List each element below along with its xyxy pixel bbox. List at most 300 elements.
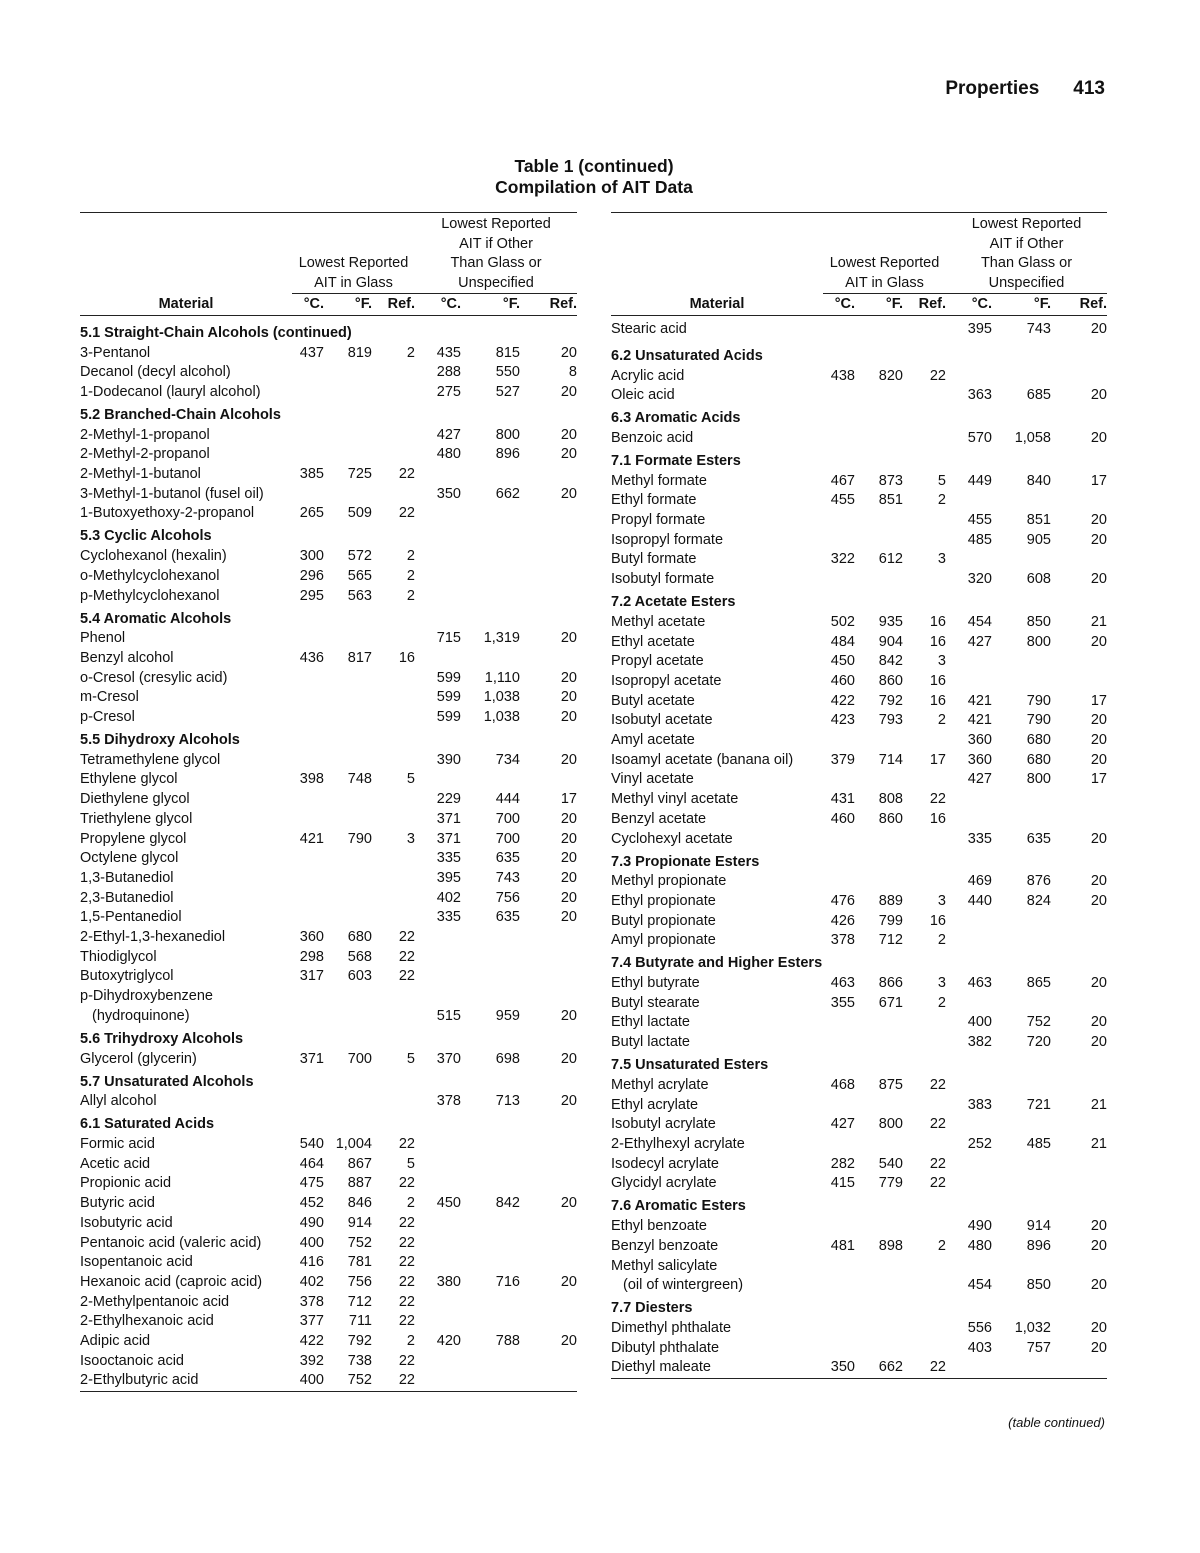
table-row xyxy=(80,928,577,948)
glass-f-cell: 800 xyxy=(878,1116,903,1133)
glass-ref-cell: 2 xyxy=(937,932,946,949)
other-ref-cell: 20 xyxy=(1090,892,1107,909)
material-cell: Ethyl acetate xyxy=(611,633,695,650)
glass-c-cell xyxy=(292,445,324,465)
table-row xyxy=(80,770,577,790)
other-ref-cell: 20 xyxy=(1090,1339,1107,1356)
glass-c-cell xyxy=(292,485,324,505)
material-cell: Benzyl acetate xyxy=(611,810,707,827)
glass-ref-cell: 2 xyxy=(937,994,946,1011)
glass-f-cell: 662 xyxy=(878,1359,903,1376)
section-heading: 5.2 Branched-Chain Alcohols xyxy=(80,406,281,423)
section-heading: 7.4 Butyrate and Higher Esters xyxy=(611,955,823,972)
other-c-cell: 427 xyxy=(967,633,992,650)
glass-ref-cell xyxy=(372,669,415,689)
glass-ref-cell: 22 xyxy=(398,968,415,985)
other-ref-cell: 20 xyxy=(560,1333,577,1350)
section-heading: 7.7 Diesters xyxy=(611,1300,693,1317)
other-c-cell xyxy=(415,1214,461,1234)
glass-ref-cell: 22 xyxy=(398,1136,415,1152)
other-c-cell xyxy=(415,1234,461,1254)
other-c-cell xyxy=(946,1174,992,1194)
material-cell: Methyl propionate xyxy=(611,873,727,890)
running-head xyxy=(945,78,1105,100)
table-row xyxy=(80,1312,577,1332)
other-f-cell: 721 xyxy=(1026,1096,1051,1113)
other-ref-cell xyxy=(1051,367,1107,387)
table-row xyxy=(80,426,577,446)
glass-ref-cell: 16 xyxy=(929,633,946,650)
glass-c-cell xyxy=(292,1092,324,1112)
table-row xyxy=(80,587,577,607)
other-ref-cell: 20 xyxy=(560,383,577,400)
glass-c-cell: 282 xyxy=(830,1155,855,1172)
table-row xyxy=(80,383,577,403)
glass-ref-cell xyxy=(372,889,415,909)
other-f-cell xyxy=(461,1253,520,1273)
glass-c-cell xyxy=(823,1257,855,1277)
table-title: Table 1 (continued) xyxy=(514,156,674,176)
glass-f-cell: 603 xyxy=(347,968,372,985)
other-ref-cell: 20 xyxy=(1090,732,1107,749)
glass-ref-cell: 2 xyxy=(406,1333,415,1350)
glass-ref-cell: 3 xyxy=(937,653,946,670)
glass-c-cell xyxy=(823,1319,855,1339)
other-c-header: °C. xyxy=(415,294,461,316)
material-cell: o-Cresol (cresylic acid) xyxy=(80,669,228,686)
other-ref-cell: 20 xyxy=(560,1195,577,1212)
table-row xyxy=(611,810,1107,830)
material-cell: Ethyl acrylate xyxy=(611,1096,699,1113)
other-f-cell: 698 xyxy=(495,1050,520,1067)
glass-ref-cell: 22 xyxy=(398,929,415,946)
glass-f-cell xyxy=(855,386,903,406)
glass-c-cell xyxy=(823,531,855,551)
other-ref-cell xyxy=(520,465,577,485)
table-row xyxy=(80,485,577,505)
section-heading-row xyxy=(611,1296,1107,1319)
other-ref-cell xyxy=(520,1312,577,1332)
glass-ref-cell: 22 xyxy=(398,948,415,965)
other-f-cell: 800 xyxy=(1026,633,1051,650)
other-f-cell xyxy=(461,1234,520,1254)
glass-f-cell: 738 xyxy=(347,1352,372,1369)
glass-f-cell xyxy=(855,1276,903,1296)
glass-c-cell: 438 xyxy=(830,367,855,384)
material-cell: Octylene glycol xyxy=(80,850,179,867)
table-row xyxy=(80,708,577,728)
table-row xyxy=(611,1135,1107,1155)
glass-f-cell: 540 xyxy=(878,1155,903,1172)
glass-c-cell: 437 xyxy=(299,344,324,361)
glass-c-cell xyxy=(292,426,324,446)
other-c-cell xyxy=(415,547,461,567)
glass-ref-cell: 22 xyxy=(398,1214,415,1231)
other-c-cell: 427 xyxy=(967,771,992,788)
section-heading: 6.1 Saturated Acids xyxy=(80,1116,215,1133)
glass-c-header: °C. xyxy=(823,294,855,316)
glass-ref-cell: 5 xyxy=(406,1155,415,1172)
other-ref-cell xyxy=(1051,931,1107,951)
material-cell: Ethyl lactate xyxy=(611,1014,690,1031)
material-cell: 2-Ethylhexanoic acid xyxy=(80,1313,214,1330)
other-c-cell xyxy=(415,928,461,948)
other-f-cell xyxy=(461,1135,520,1155)
other-c-cell xyxy=(415,967,461,987)
other-f-cell xyxy=(461,770,520,790)
glass-c-cell xyxy=(823,731,855,751)
other-c-cell: 599 xyxy=(436,689,461,706)
glass-c-cell: 416 xyxy=(299,1254,324,1271)
table-row xyxy=(611,570,1107,590)
other-c-cell: 449 xyxy=(967,472,992,489)
other-f-cell xyxy=(461,1155,520,1175)
glass-c-cell xyxy=(292,669,324,689)
material-cell: Cyclohexyl acetate xyxy=(611,830,733,847)
other-ref-cell: 20 xyxy=(1090,873,1107,890)
glass-f-cell xyxy=(855,1319,903,1339)
material-cell: 2,3-Butanediol xyxy=(80,889,174,906)
other-f-cell: 635 xyxy=(495,850,520,867)
table-row xyxy=(80,567,577,587)
table-row xyxy=(80,344,577,364)
other-c-cell: 320 xyxy=(967,571,992,588)
other-ref-cell: 21 xyxy=(1090,1096,1107,1113)
other-c-cell xyxy=(946,931,992,951)
section-heading: 6.3 Aromatic Acids xyxy=(611,410,741,427)
other-c-cell: 370 xyxy=(436,1050,461,1067)
material-cell: Allyl alcohol xyxy=(80,1093,157,1110)
other-c-cell: 450 xyxy=(436,1195,461,1212)
glass-ref-cell: 22 xyxy=(929,1116,946,1133)
glass-ref-cell: 2 xyxy=(406,548,415,565)
glass-c-cell: 423 xyxy=(830,712,855,729)
table-row xyxy=(611,550,1107,570)
other-c-cell: 360 xyxy=(967,751,992,768)
section-heading: 7.6 Aromatic Esters xyxy=(611,1198,746,1215)
glass-ref-cell xyxy=(903,429,946,449)
material-cell: Butyl lactate xyxy=(611,1034,690,1051)
table-row xyxy=(611,872,1107,892)
other-c-cell: 421 xyxy=(967,692,992,709)
glass-ref-cell: 3 xyxy=(406,830,415,847)
other-f-cell xyxy=(461,967,520,987)
glass-f-cell: 898 xyxy=(878,1237,903,1254)
glass-f-cell: 860 xyxy=(878,810,903,827)
other-c-cell xyxy=(415,1352,461,1372)
glass-c-cell: 476 xyxy=(830,892,855,909)
other-c-cell: 363 xyxy=(967,387,992,404)
glass-c-cell: 298 xyxy=(299,948,324,965)
other-f-cell xyxy=(992,810,1051,830)
glass-ref-cell: 22 xyxy=(929,1076,946,1093)
section-heading-row xyxy=(611,449,1107,472)
section-heading-row xyxy=(611,1194,1107,1217)
glass-ref-cell: 17 xyxy=(929,751,946,768)
other-ref-cell xyxy=(1051,1257,1107,1277)
material-cell: 2-Ethyl-1,3-hexanediol xyxy=(80,929,226,946)
glass-f-cell xyxy=(324,790,372,810)
other-f-cell xyxy=(461,504,520,524)
glass-c-cell xyxy=(292,849,324,869)
section-heading-row xyxy=(80,1112,577,1135)
glass-ref-cell xyxy=(903,1013,946,1033)
glass-f-cell: 568 xyxy=(347,948,372,965)
other-ref-cell xyxy=(520,504,577,524)
material-cell: Acetic acid xyxy=(80,1155,151,1172)
other-f-cell: 1,032 xyxy=(1014,1319,1051,1336)
material-cell: Methyl salicylate xyxy=(611,1257,718,1274)
other-c-cell: 463 xyxy=(967,975,992,992)
glass-c-cell: 296 xyxy=(299,567,324,584)
other-f-cell: 851 xyxy=(1026,512,1051,529)
other-f-cell: 635 xyxy=(1026,830,1051,847)
table-row xyxy=(80,1234,577,1254)
glass-header-line2: AIT in Glass xyxy=(292,274,415,294)
material-cell: Isobutyl acetate xyxy=(611,712,713,729)
other-header-line2: AIT if Other xyxy=(459,235,533,252)
material-cell: m-Cresol xyxy=(80,689,139,706)
other-ref-cell xyxy=(1051,810,1107,830)
table-row xyxy=(80,810,577,830)
other-ref-cell: 20 xyxy=(1090,1319,1107,1336)
other-f-cell xyxy=(992,491,1051,511)
ait-table-left xyxy=(80,212,577,1412)
other-c-cell: 371 xyxy=(436,830,461,847)
other-header-line1: Lowest Reported xyxy=(441,216,551,232)
other-ref-cell: 20 xyxy=(1090,1277,1107,1294)
other-c-cell xyxy=(415,1371,461,1391)
material-cell: 1,3-Butanediol xyxy=(80,869,174,886)
glass-ref-cell: 3 xyxy=(937,975,946,992)
material-cell: Butyric acid xyxy=(80,1195,155,1212)
other-f-cell: 1,110 xyxy=(484,669,520,686)
material-cell: Butyl acetate xyxy=(611,692,695,709)
other-c-cell: 420 xyxy=(436,1333,461,1350)
other-c-cell xyxy=(415,1312,461,1332)
glass-f-cell: 700 xyxy=(347,1050,372,1067)
other-ref-cell xyxy=(520,1253,577,1273)
material-cell: o-Methylcyclohexanol xyxy=(80,567,220,584)
material-cell: Butyl propionate xyxy=(611,912,716,929)
glass-ref-cell xyxy=(903,872,946,892)
glass-c-cell: 371 xyxy=(299,1050,324,1067)
glass-ref-cell: 22 xyxy=(398,1254,415,1271)
table-row xyxy=(611,1033,1107,1053)
glass-c-cell xyxy=(292,790,324,810)
glass-c-cell: 378 xyxy=(830,932,855,949)
ait-table-right xyxy=(611,212,1107,1399)
material-cell: Propionic acid xyxy=(80,1175,172,1192)
table-row xyxy=(80,849,577,869)
other-ref-cell xyxy=(1051,1076,1107,1096)
other-f-header: °F. xyxy=(992,294,1051,316)
glass-c-cell xyxy=(292,810,324,830)
material-cell: 2-Ethylhexyl acrylate xyxy=(611,1136,745,1152)
glass-ref-cell xyxy=(372,987,415,1007)
glass-c-cell: 350 xyxy=(830,1359,855,1376)
glass-ref-cell: 22 xyxy=(398,1352,415,1369)
other-ref-cell: 20 xyxy=(1090,571,1107,588)
material-cell: Propylene glycol xyxy=(80,830,187,847)
glass-ref-cell: 16 xyxy=(929,613,946,630)
material-cell: Butyl formate xyxy=(611,551,697,568)
glass-f-cell xyxy=(855,1033,903,1053)
other-f-cell: 680 xyxy=(1026,751,1051,768)
glass-f-cell: 790 xyxy=(347,830,372,847)
other-f-cell: 1,038 xyxy=(483,689,520,706)
running-head-section: Properties xyxy=(945,78,1040,99)
other-f-cell: 756 xyxy=(495,889,520,906)
glass-ref-cell xyxy=(903,1135,946,1155)
other-f-cell xyxy=(992,672,1051,692)
glass-c-cell xyxy=(292,869,324,889)
section-heading-row xyxy=(611,1053,1107,1076)
other-ref-cell: 20 xyxy=(560,1007,577,1024)
section-heading: 5.5 Dihydroxy Alcohols xyxy=(80,732,240,749)
glass-ref-cell xyxy=(372,1007,415,1027)
other-f-cell: 608 xyxy=(1026,571,1051,588)
other-header-line1: Lowest Reported xyxy=(971,216,1082,232)
glass-c-cell xyxy=(292,908,324,928)
material-cell: Formic acid xyxy=(80,1136,155,1152)
other-f-cell: 550 xyxy=(495,364,520,381)
material-cell: Cyclohexanol (hexalin) xyxy=(80,548,227,565)
other-c-cell: 485 xyxy=(967,531,992,548)
glass-f-cell: 725 xyxy=(347,466,372,483)
material-cell: Diethyl maleate xyxy=(611,1359,711,1376)
other-ref-cell xyxy=(1051,652,1107,672)
glass-c-cell: 436 xyxy=(299,649,324,666)
glass-ref-cell: 22 xyxy=(398,466,415,483)
other-c-cell: 335 xyxy=(967,830,992,847)
other-c-cell: 335 xyxy=(436,909,461,926)
material-cell: 1-Dodecanol (lauryl alcohol) xyxy=(80,383,261,400)
glass-c-cell: 385 xyxy=(299,466,324,483)
other-c-cell: 570 xyxy=(967,429,992,446)
glass-ref-cell xyxy=(903,570,946,590)
table-row xyxy=(611,367,1107,387)
other-f-cell: 815 xyxy=(495,344,520,361)
table-row xyxy=(611,1174,1107,1194)
section-heading-row xyxy=(611,406,1107,429)
glass-c-cell: 402 xyxy=(299,1273,324,1290)
material-cell: 2-Ethylbutyric acid xyxy=(80,1372,199,1389)
other-c-cell xyxy=(415,649,461,669)
section-heading-row xyxy=(80,728,577,751)
glass-f-cell: 799 xyxy=(878,912,903,929)
material-cell: Stearic acid xyxy=(611,320,687,337)
section-heading-row xyxy=(80,524,577,547)
material-cell: Isobutyl acrylate xyxy=(611,1116,716,1133)
other-ref-cell xyxy=(520,1352,577,1372)
glass-f-cell xyxy=(324,688,372,708)
other-c-cell xyxy=(946,491,992,511)
glass-ref-cell xyxy=(903,1339,946,1359)
other-ref-cell xyxy=(520,1214,577,1234)
table-row xyxy=(611,1276,1107,1296)
other-c-cell: 435 xyxy=(436,344,461,361)
glass-ref-cell xyxy=(372,688,415,708)
other-f-cell xyxy=(992,1076,1051,1096)
other-header-line3: Than Glass or xyxy=(980,255,1073,271)
glass-c-cell xyxy=(823,1135,855,1155)
glass-ref-cell: 2 xyxy=(937,712,946,729)
other-c-cell xyxy=(415,587,461,607)
other-f-cell xyxy=(461,928,520,948)
other-f-cell xyxy=(461,547,520,567)
table-row xyxy=(80,1007,577,1027)
glass-f-cell xyxy=(324,810,372,830)
glass-ref-cell xyxy=(372,849,415,869)
table-header xyxy=(611,213,1107,316)
material-cell: Adipic acid xyxy=(80,1333,151,1350)
glass-ref-cell xyxy=(903,1217,946,1237)
table-row xyxy=(611,1257,1107,1277)
other-f-cell: 959 xyxy=(495,1007,520,1024)
glass-c-cell xyxy=(823,1276,855,1296)
other-f-cell xyxy=(992,912,1051,932)
other-f-cell xyxy=(461,948,520,968)
other-ref-cell: 20 xyxy=(1090,1034,1107,1051)
glass-f-cell: 680 xyxy=(347,929,372,946)
other-c-cell xyxy=(415,1135,461,1155)
glass-f-cell: 819 xyxy=(347,344,372,361)
glass-c-cell: 355 xyxy=(830,994,855,1011)
material-cell: Dimethyl phthalate xyxy=(611,1319,732,1336)
other-f-cell: 842 xyxy=(495,1195,520,1212)
other-ref-cell xyxy=(520,1371,577,1391)
other-ref-cell xyxy=(520,967,577,987)
glass-f-header: °F. xyxy=(855,294,903,316)
table-row xyxy=(611,491,1107,511)
other-ref-cell xyxy=(520,649,577,669)
glass-ref-cell xyxy=(372,485,415,505)
other-c-cell xyxy=(415,987,461,1007)
other-c-cell xyxy=(946,367,992,387)
table-row xyxy=(611,912,1107,932)
material-cell: Pentanoic acid (valeric acid) xyxy=(80,1234,262,1251)
glass-c-cell: 422 xyxy=(830,692,855,709)
glass-f-cell xyxy=(855,531,903,551)
table-row xyxy=(80,1194,577,1214)
table-row xyxy=(611,1358,1107,1378)
other-ref-cell: 20 xyxy=(560,446,577,463)
table-row xyxy=(611,790,1107,810)
other-c-cell: 380 xyxy=(436,1273,461,1290)
glass-c-cell: 400 xyxy=(299,1372,324,1389)
other-ref-cell xyxy=(520,1293,577,1313)
other-f-cell xyxy=(992,931,1051,951)
glass-f-cell: 875 xyxy=(878,1076,903,1093)
table-row xyxy=(611,472,1107,492)
table-row xyxy=(611,613,1107,633)
other-c-cell: 427 xyxy=(436,426,461,443)
other-f-cell xyxy=(992,652,1051,672)
glass-c-cell: 427 xyxy=(830,1116,855,1133)
material-cell: Isoamyl acetate (banana oil) xyxy=(611,751,794,768)
other-f-cell: 1,058 xyxy=(1014,429,1051,446)
other-f-cell: 713 xyxy=(495,1093,520,1110)
other-ref-cell: 20 xyxy=(560,889,577,906)
glass-f-cell xyxy=(324,629,372,649)
other-f-cell: 685 xyxy=(1026,387,1051,404)
glass-f-cell xyxy=(855,872,903,892)
glass-ref-cell: 2 xyxy=(406,344,415,361)
material-cell: 2-Methylpentanoic acid xyxy=(80,1293,230,1310)
section-heading-row xyxy=(611,951,1107,974)
glass-c-cell: 460 xyxy=(830,810,855,827)
